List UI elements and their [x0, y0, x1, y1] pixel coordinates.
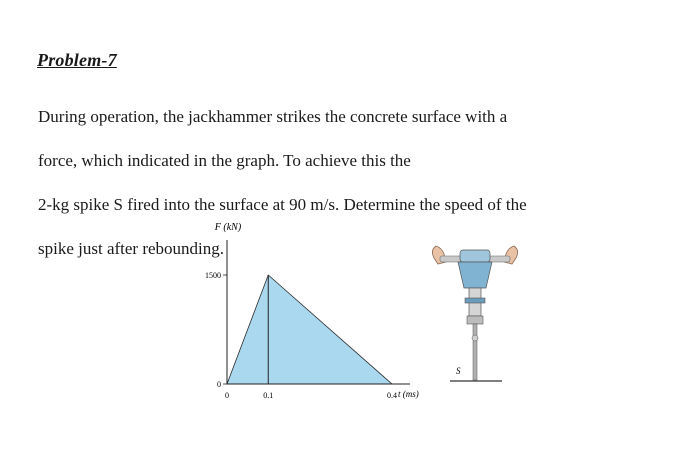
- problem-title: Problem-7: [37, 50, 117, 70]
- problem-text-line: During operation, the jackhammer strikes the concrete surface with a: [38, 107, 508, 126]
- y-axis-label: F (kN): [214, 222, 242, 233]
- problem-text-line: 2-kg spike S fired into the surface at 90 m/s. Determine the speed of the: [38, 195, 527, 214]
- problem-text-line: force, which indicated in the graph. To achieve this the: [38, 151, 411, 170]
- x-tick-label: 0.4: [387, 391, 397, 400]
- force-area: [227, 275, 392, 384]
- x-tick-label: 0.1: [263, 391, 274, 400]
- spike-label: S: [456, 366, 461, 376]
- y-tick-label: 1500: [205, 271, 221, 280]
- x-tick-label: 0: [225, 391, 229, 400]
- jackhammer-illustration: [420, 238, 530, 408]
- spike-icon: [472, 324, 478, 380]
- problem-text-line: spike just after rebounding.: [38, 239, 225, 258]
- x-axis-label: t (ms): [398, 389, 419, 399]
- y-tick-label: 0: [217, 380, 221, 389]
- force-time-graph: [170, 212, 450, 427]
- jackhammer-body-icon: [458, 250, 492, 324]
